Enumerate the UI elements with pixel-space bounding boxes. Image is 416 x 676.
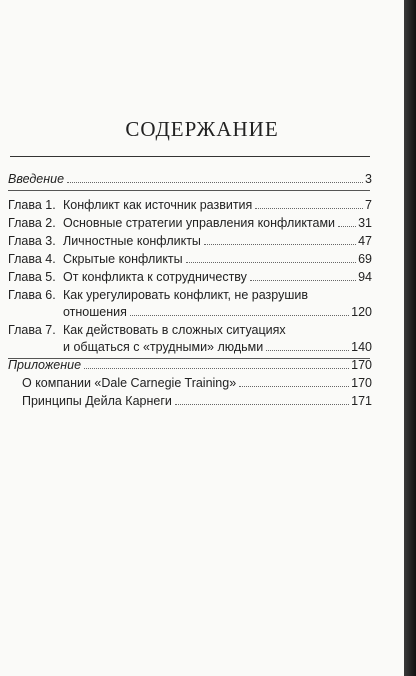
chapter-page: 94 [358, 270, 372, 284]
chapter-title: Личностные конфликты [63, 234, 201, 248]
leader-dots [266, 349, 349, 351]
chapter-prefix: Глава 4. [8, 252, 56, 266]
chapter-prefix: Глава 7. [8, 323, 56, 337]
appendix-item-title: О компании «Dale Carnegie Training» [22, 376, 237, 390]
chapter-prefix: Глава 1. [8, 198, 56, 212]
chapter-page: 120 [351, 305, 372, 319]
toc-appendix-page: 170 [351, 358, 372, 372]
chapter-title: Основные стратегии управления конфликтами [63, 216, 336, 230]
chapter-page: 140 [351, 340, 372, 354]
chapter-prefix: Глава 2. [8, 216, 56, 230]
chapter-page: 31 [358, 216, 372, 230]
leader-dots [130, 314, 349, 316]
leader-dots [186, 261, 356, 263]
chapter-title: Конфликт как источник развития [63, 198, 253, 212]
leader-dots [67, 181, 363, 183]
chapter-prefix: Глава 6. [8, 288, 56, 302]
leader-dots [255, 207, 363, 209]
appendix-item-page: 171 [351, 394, 372, 408]
toc-intro-label: Введение [8, 172, 65, 186]
separator [8, 190, 370, 191]
page-title: СОДЕРЖАНИЕ [125, 117, 279, 141]
chapter-prefix: Глава 5. [8, 270, 56, 284]
chapter-title: Как урегулировать конфликт, не разрушив [63, 288, 308, 302]
chapter-title: Как действовать в сложных ситуациях [63, 323, 286, 337]
chapter-page: 47 [358, 234, 372, 248]
chapter-title-line-2: и общаться с «трудными» людьми [63, 340, 264, 354]
chapter-title: От конфликта к сотрудничеству [63, 270, 247, 284]
chapter-title-line-2: отношения [63, 305, 127, 319]
chapter-prefix: Глава 3. [8, 234, 56, 248]
title-rule [10, 156, 370, 157]
chapter-page: 69 [358, 252, 372, 266]
leader-dots [250, 279, 356, 281]
leader-dots [204, 243, 356, 245]
chapter-page: 7 [365, 198, 372, 212]
leader-dots [338, 225, 356, 227]
toc-intro-page: 3 [365, 172, 372, 186]
appendix-item-title: Принципы Дейла Карнеги [22, 394, 172, 408]
leader-dots [84, 367, 349, 369]
leader-dots [239, 385, 349, 387]
appendix-item-page: 170 [351, 376, 372, 390]
chapter-title: Скрытые конфликты [63, 252, 183, 266]
toc-appendix-label: Приложение [8, 358, 82, 372]
leader-dots [175, 403, 349, 405]
page-edge-shadow [404, 0, 416, 676]
